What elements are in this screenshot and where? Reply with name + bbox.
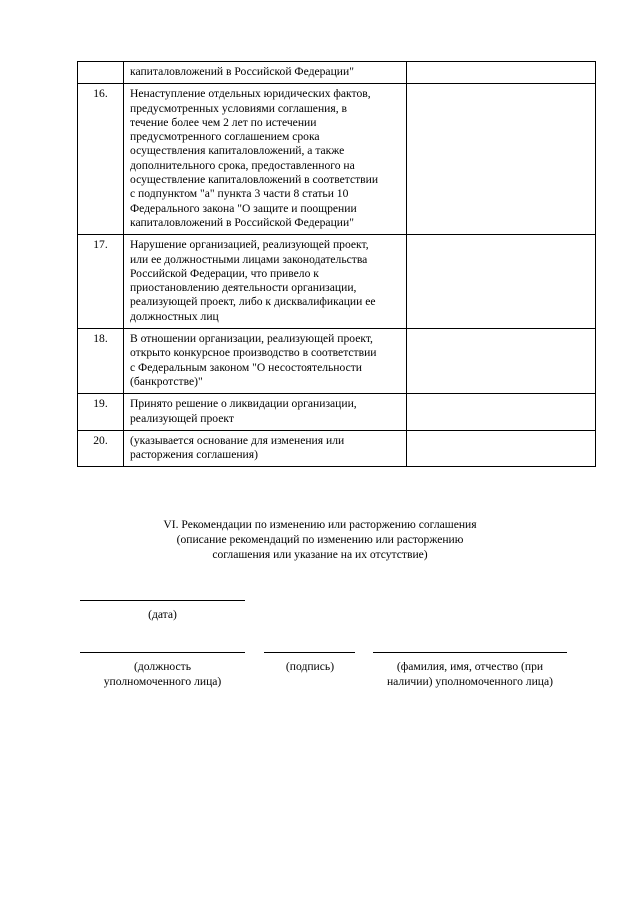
reason-text-line: капиталовложений в Российской Федерации"	[130, 65, 354, 78]
row-number: 16.	[78, 84, 124, 235]
row-reason-text	[124, 329, 407, 394]
row-number: 20.	[78, 430, 124, 467]
reason-text-line: открыто конкурсное производство в соответствии	[130, 346, 377, 360]
row-extra-cell	[407, 235, 596, 329]
reason-text-line: предусмотренного соглашением срока	[130, 130, 320, 144]
table-row	[78, 394, 596, 431]
date-label-block	[80, 607, 245, 622]
row-reason-text	[124, 430, 407, 467]
reason-text-line: (банкротстве)"	[130, 374, 203, 388]
row-reason-text	[124, 62, 407, 84]
section-subheading-line-2: соглашения или указание на их отсутствие)	[212, 548, 428, 561]
reason-text-line: расторжения соглашения)	[130, 448, 258, 462]
reason-text-line: дополнительного срока, предоставленного на	[130, 158, 355, 172]
row-reason-text	[124, 394, 407, 431]
row-number	[78, 62, 124, 84]
reason-text-line: Ненаступление отдельных юридических фактов,	[130, 87, 371, 101]
table-row	[78, 329, 596, 394]
section-heading: VI. Рекомендации по изменению или расторжению соглашения	[163, 518, 477, 531]
reason-text-line: Принято решение о ликвидации организации,	[130, 397, 357, 411]
date-label: (дата)	[148, 608, 177, 621]
row-number: 17.	[78, 235, 124, 329]
reason-text-line: Федерального закона "О защите и поощрении	[130, 201, 357, 215]
reason-text-line: реализующей проект, либо к дисквалификации ее	[130, 295, 376, 309]
row-number: 18.	[78, 329, 124, 394]
position-label-block	[60, 659, 265, 689]
row-number: 19.	[78, 394, 124, 431]
table-row	[78, 62, 596, 84]
reason-text-line: или ее должностными лицами законодательства	[130, 252, 368, 266]
row-extra-cell	[407, 430, 596, 467]
reason-text-line: реализующей проект	[130, 411, 234, 425]
reason-text-line: с Федеральным законом "О несостоятельности	[130, 360, 363, 374]
row-reason-text	[124, 235, 407, 329]
position-label-line-1: (должность	[134, 660, 191, 673]
name-line	[373, 652, 567, 653]
row-extra-cell	[407, 329, 596, 394]
row-extra-cell	[407, 84, 596, 235]
reason-text-line: предусмотренных условиями соглашения, в	[130, 101, 347, 115]
reason-text-line: с подпунктом "а" пункта 3 части 8 статьи 10	[130, 187, 349, 201]
name-label-line-2: наличии) уполномоченного лица)	[386, 675, 554, 688]
position-line	[80, 652, 245, 653]
reason-text-line: В отношении организации, реализующей проект,	[130, 332, 373, 346]
row-extra-cell	[407, 394, 596, 431]
signature-label-block	[250, 659, 370, 674]
table-row	[78, 235, 596, 329]
signature-label: (подпись)	[285, 660, 335, 673]
name-label-block	[360, 659, 580, 689]
date-line	[80, 600, 245, 601]
reason-text-line: осуществление капиталовложений в соответствии	[130, 173, 379, 187]
section-heading-block	[100, 517, 540, 562]
reason-text-line: капиталовложений в Российской Федерации"	[130, 215, 354, 229]
row-reason-text	[124, 84, 407, 235]
reason-text-line: осуществления капиталовложений, а также	[130, 144, 345, 158]
section-subheading-line-1: (описание рекомендаций по изменению или расторжению	[176, 533, 464, 546]
reasons-table-body	[78, 62, 596, 467]
reason-text-line: Российской Федерации, что привело к	[130, 266, 319, 280]
signature-line	[264, 652, 355, 653]
table-row	[78, 84, 596, 235]
name-label-line-1: (фамилия, имя, отчество (при	[396, 660, 544, 673]
row-extra-cell	[407, 62, 596, 84]
reason-text-line: (указывается основание для изменения или	[130, 433, 345, 447]
table-row	[78, 430, 596, 467]
position-label-line-2: уполномоченного лица)	[103, 675, 222, 688]
reason-text-line: течение более чем 2 лет по истечении	[130, 115, 317, 129]
reasons-table	[77, 61, 596, 467]
reason-text-line: приостановлению деятельности организации,	[130, 281, 357, 295]
reason-text-line: Нарушение организацией, реализующей проект,	[130, 238, 369, 252]
reason-text-line: должностных лиц	[130, 309, 219, 323]
